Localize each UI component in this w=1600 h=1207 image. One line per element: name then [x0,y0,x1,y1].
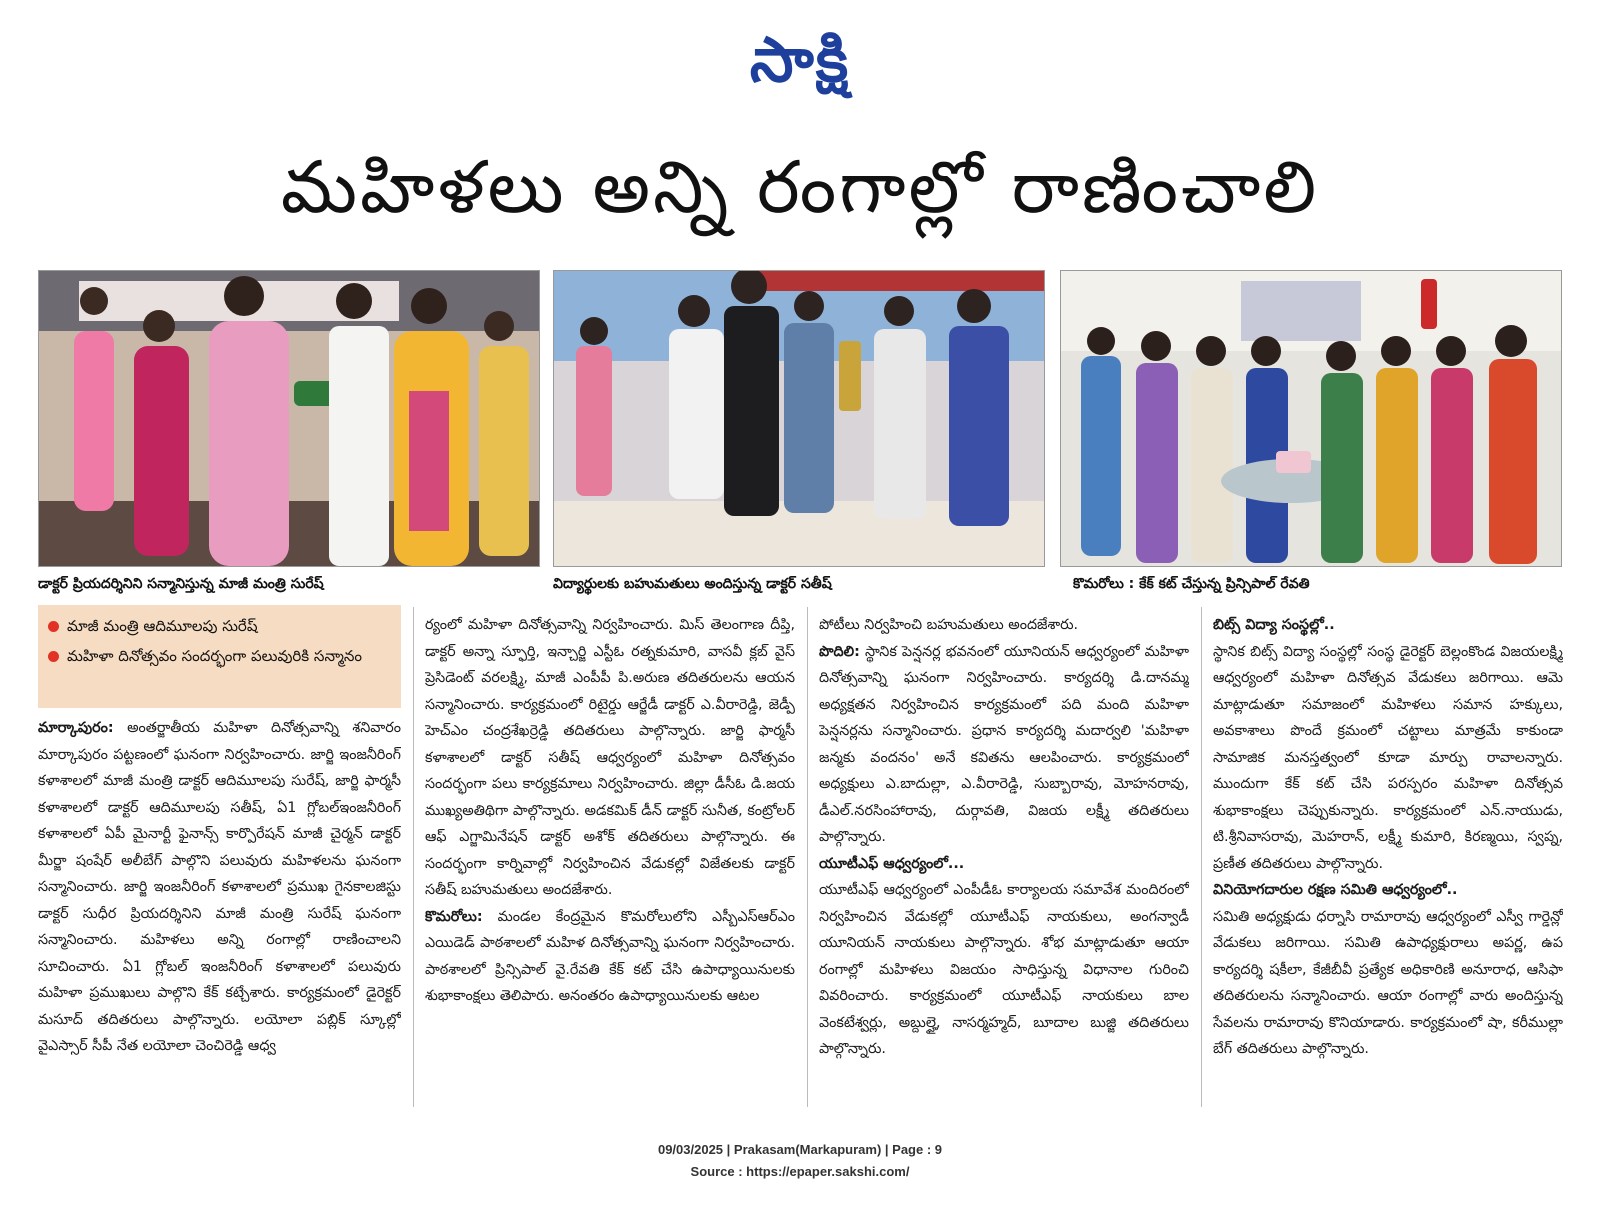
highlights-box [38,605,401,708]
subheading-utf: యూటీఎఫ్ ఆధ్వర్యంలో... [819,855,965,872]
article-text: యూటీఎఫ్ ఆధ్వర్యంలో ఎంపీడీఓ కార్యాలయ సమావేశ మందిరంలో నిర్వహించిన వేడుకల్లో యూటీఎఫ్ నాయకులు, అంగన్వాడీ యూనియన్ నాయకులు పాల్గొన్నారు. శోభ మాట్లాడుతూ ఆయా రంగాల్లో మహిళలు విజయం సాధిస్తున్న విధానాల గురించి వివరించారు. కార్యక్రమంలో యూటీఎఫ్ నాయకులు బాల వెంకటేశ్వర్లు, అబ్దుల్హై, నాసర్మహ్మద్, బూదాల బుజ్జి తదితరులు పాల్గొన్నారు. [819,882,1189,1057]
dateline-markapuram: మార్కాపురం: [38,720,114,736]
subheading-bits: బిట్స్ విద్యా సంస్థల్లో.. [1213,617,1335,633]
footer-dateline: 09/03/2025 | Prakasam(Markapuram) | Page : 9 [657,1142,943,1157]
photo-cake-cutting [1060,270,1562,567]
article-text: స్థానిక పెన్షనర్ల భవనంలో యూనియన్ ఆధ్వర్యంలో మహిళా దినోత్సవాన్ని ఘనంగా నిర్వహించారు. కార్యదర్శి డి.దానమ్మ అధ్యక్షతన నిర్వహించిన కార్యక్రమంలో పది మంది మహిళా పెన్షనర్లను సన్మానించారు. ప్రధాన కార్యదర్శి మదార్వలి 'మహిళా జన్మకు వందనం' అనే కవితను ఆలపించారు. కార్యక్రమంలో అధ్యక్షులు ఎ.బాదుల్లా, ఎ.వీరారెడ్డి, సుబ్బారావు, మోహనరావు, డీఎల్.నరసింహారావు, దుర్గావతి, విజయ లక్ష్మీ తదితరులు పాల్గొన్నారు. [819,643,1189,845]
article-text: సమితి అధ్యక్షుడు ధర్నాసి రామారావు ఆధ్వర్యంలో ఎస్వీ గార్డెన్లో వేడుకలు జరిగాయి. సమితి ఉపాధ్యక్షురాలు అపర్ణ, ఉప కార్యదర్శి షకీలా, కేజీబీవీ ప్రత్యేక అధికారిణి అనూరాధ, ఆసిఫా తదితరులను సన్మానించారు. ఆయా రంగాల్లో వారు అందిస్తున్న సేవలను రామారావు కొనియాడారు. కార్యక్రమంలో షా, కరీముల్లా బేగ్ తదితరులు పాల్గొన్నారు. [1213,908,1563,1057]
dateline-komarolu: కొమరోలు: [425,908,483,925]
caption-cake-cutting: కొమరోలు : కేక్ కట్ చేస్తున్న ప్రిన్సిపాల్ రేవతి [1073,576,1310,592]
photo-felicitation [38,270,540,567]
subheading-consumer-protection: వినియోగదారుల రక్షణ సమితి ఆధ్వర్యంలో.. [1213,882,1458,898]
article-column-4 [1213,612,1563,1102]
bullet-icon [48,621,59,632]
column-divider [1201,607,1202,1107]
article-text: పోటీలు నిర్వహించి బహుమతులు అందజేశారు. [819,617,1079,633]
column-divider [413,607,414,1107]
article-text: మండల కేంద్రమైన కొమరోలులోని ఎస్బీఎస్ఆర్ఎం ఎయిడెడ్ పాఠశాలలో మహిళ దినోత్సవాన్ని ఘనంగా నిర్వహించారు. పాఠశాలలో ప్రిన్సిపాల్ వై.రేవతి కేక్ కట్ చేసి ఉపాధ్యాయినులకు శుభాకాంక్షలు తెలిపారు. అనంతరం ఉపాధ్యాయినులకు ఆటల [425,908,795,1004]
dateline-podili: పొదిలి: [819,643,860,660]
highlight-item [46,611,393,641]
column-divider [807,607,808,1107]
bullet-icon [48,651,59,662]
headline: మహిళలు అన్ని రంగాల్లో రాణించాలి [280,145,1320,229]
article-text: ర్యంలో మహిళా దినోత్సవాన్ని నిర్వహించారు. మిస్ తెలంగాణ దీప్తి, డాక్టర్ అన్నా స్ఫూర్తి, ఇన్చార్జి ఎస్టీఓ రత్నకుమారి, వాసవీ క్లబ్ వైస్ ప్రెసిడెంట్ వరలక్ష్మి, మాజీ ఎంపీపీ పి.అరుణ తదితరులను ఆయన సన్మానించారు. కార్యక్రమంలో రిటైర్డు ఆర్జేడీ డాక్టర్ ఎ.వీరారెడ్డి, జెడ్పీ హెచ్ఎం చంద్రశేఖర్రెడ్డి తదితరులు పాల్గొన్నారు. జార్జి ఫార్మసీ కళాశాలలో డాక్టర్ సతీష్ ఆధ్వర్యంలో మహిళా దినోత్సవం సందర్భంగా పలు కార్యక్రమాలు నిర్వహించారు. జిల్లా డీసీఓ డి.జయ ముఖ్యఅతిథిగా పాల్గొన్నారు. అడకమిక్ డీన్ డాక్టర్ సునీత, కంట్రోలర్ ఆఫ్ ఎగ్జామినేషన్ డాక్టర్ అశోక్ తదితరులు పాల్గొన్నారు. ఈ సందర్భంగా కార్నివాల్లో నిర్వహించిన వేడుకల్లో విజేతలకు డాక్టర్ సతీష్ బహుమతులు అందజేశారు. [425,617,795,898]
highlight-item [46,641,393,671]
caption-felicitation: డాక్టర్ ప్రియదర్శినిని సన్మానిస్తున్న మాజీ మంత్రి సురేష్ [38,576,324,592]
article-text: అంతర్జాతీయ మహిళా దినోత్సవాన్ని శనివారం మార్కాపురం పట్టణంలో ఘనంగా నిర్వహించారు. జార్జి ఇంజనీరింగ్ కళాశాలలో మాజీ మంత్రి డాక్టర్ ఆదిమూలపు సురేష్, జార్జి ఫార్మసీ కళాశాలలో డాక్టర్ ఆదిమూలపు సతీష్, ఏ1 గ్లోబల్ఇంజనీరింగ్ కళాశాలలో ఏపీ మైనార్టీ ఫైనాన్స్ కార్పొరేషన్ మాజీ చైర్మన్ డాక్టర్ మీర్జా షంషేర్ అలీబేగ్ పాల్గొని పలువురు మహిళలను ఘనంగా సన్మానించారు. జార్జి ఇంజనీరింగ్ కళాశాలలో ప్రముఖ గైనకాలజిస్టు డాక్టర్ సుధీర ప్రియదర్శినిని మాజీ మంత్రి సురేష్ ఘనంగా సన్మానించారు. మహిళలు అన్ని రంగాల్లో రాణించాలని సూచించారు. ఏ1 గ్లోబల్ ఇంజనీరింగ్ కళాశాలలో పలువురు మహిళా ప్రముఖులు పాల్గొని కేక్ కట్చేశారు. కార్యక్రమంలో డైరెక్టర్ మసూద్ తదితరులు పాల్గొన్నారు. లయోలా పబ్లిక్ స్కూల్లో వైఎస్సార్ సీపీ నేత లయోలా చెంచిరెడ్డి ఆధ్వ [38,720,401,1054]
masthead-logo: సాక్షి [749,23,851,96]
highlight-text: మహిళా దినోత్సవం సందర్భంగా పలువురికి సన్మానం [67,647,362,665]
masthead [0,20,1600,100]
footer-source: Source : https://epaper.sakshi.com/ [690,1164,910,1179]
article-column-3 [819,612,1189,1102]
article-text: స్థానిక బిట్స్ విద్యా సంస్థల్లో సంస్థ డైరెక్టర్ బెల్లంకొండ విజయలక్ష్మి ఆధ్వర్యంలో మహిళా దినోత్సవ వేడుకలు జరిగాయి. ఆమె మాట్లాడుతూ సమాజంలో మహిళలు సమాన హక్కులు, అవకాశాలు పొందే క్రమంలో చట్టాలు మాత్రమే కాకుండా సామాజిక మనస్తత్వంలో కూడా మార్పు రావాలన్నారు. ముందుగా కేక్ కట్ చేసి పరస్పరం మహిళా దినోత్సవ శుభాకాంక్షలు చెప్పుకున్నారు. కార్యక్రమంలో ఎన్.నాయుడు, టి.శ్రీనివాసరావు, మెహరాన్, లక్ష్మీ కుమారి, కిరణ్మయి, స్వప్న, ప్రణీత తదితరులు పాల్గొన్నారు. [1213,643,1563,872]
caption-prize-distribution: విద్యార్థులకు బహుమతులు అందిస్తున్న డాక్టర్ సతీష్ [553,576,832,592]
article-column-2 [425,612,795,1102]
highlight-text: మాజీ మంత్రి ఆదిమూలపు సురేష్ [67,617,258,635]
article-column-1 [38,715,401,1105]
photo-prize-distribution [553,270,1045,567]
